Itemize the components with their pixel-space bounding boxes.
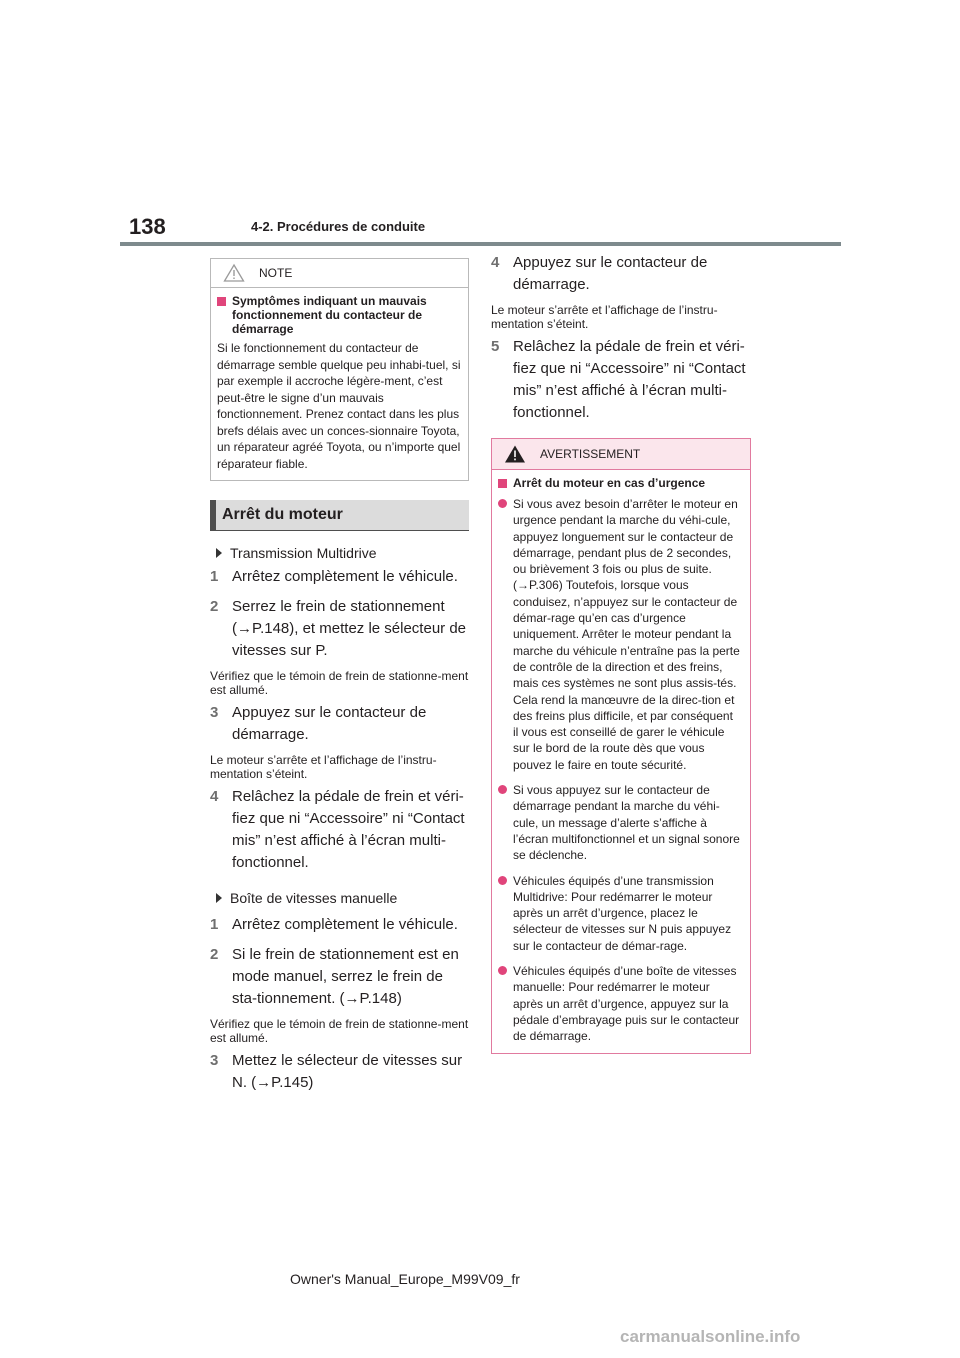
section-title: 4-2. Procédures de conduite	[251, 219, 426, 234]
bullet-dot-icon	[498, 966, 507, 975]
multidrive-title: Transmission Multidrive	[210, 545, 469, 561]
step-note: Le moteur s’arrête et l’affichage de l’instru-mentation s’éteint.	[210, 753, 437, 781]
warning-subheading: Arrêt du moteur en cas d’urgence	[498, 476, 744, 490]
warning-triangle-icon	[504, 444, 526, 464]
step-note: Le moteur s’arrête et l’affichage de l’instru-mentation s’éteint.	[491, 303, 718, 331]
step-note: Vérifiez que le témoin de frein de stationne-ment est allumé.	[210, 669, 469, 697]
section-heading: Arrêt du moteur	[210, 500, 469, 531]
caution-outline-icon	[223, 263, 245, 283]
bullet-dot-icon	[498, 785, 507, 794]
triangle-bullet-icon	[216, 548, 222, 558]
warning-box	[491, 438, 751, 1054]
triangle-bullet-icon	[216, 893, 222, 903]
footer-text: Owner's Manual_Europe_M99V09_fr	[290, 1271, 520, 1287]
note-label: NOTE	[259, 266, 293, 280]
step-note: Vérifiez que le témoin de frein de stationne-ment est allumé.	[210, 1017, 469, 1045]
step: 3 Mettez le sélecteur de vitesses sur N. (→P.145)	[210, 1052, 463, 1091]
warning-item: Si vous avez besoin d’arrêter le moteur en urgence pendant la marche du véhi-cule, appuyez longuement sur le contacteur de démarrage, pendant plus de 2 secondes, ou brièvement 3 fois ou plus de suite. (→P.306) Toutefois, lorsque vous conduisez, n’appuyez sur le contacteur de démar-rage qu’en cas d’urgence uniquement. Arrêter le moteur pendant la marche du véhicule n’entraîne pas la perte de contrôle de la direction et des freins, mais ces systèmes ne sont plus assis-tés. Cela rend la manœuvre de la direc-tion et des freins plus difficile, et par conséquent il vous est conseillé de garer le véhicule sur le bord de la route dès que vous pouvez le faire en toute sécurité.	[498, 496, 744, 773]
step: 1 Arrêtez complètement le véhicule.	[210, 568, 458, 585]
bullet-dot-icon	[498, 499, 507, 508]
header-rule	[120, 242, 841, 246]
step: 4 Appuyez sur le contacteur de démarrage.	[491, 254, 708, 293]
manual-title: Boîte de vitesses manuelle	[210, 890, 469, 906]
warning-item: Véhicules équipés d’une boîte de vitesses manuelle: Pour redémarrer le moteur après un arrêt d’urgence, appuyez sur la pédale d’embrayage puis sur le contacteur de démarrage.	[498, 963, 744, 1044]
note-subheading: Symptômes indiquant un mauvais fonctionnement du contacteur de démarrage	[217, 294, 462, 336]
step: 2 Serrez le frein de stationnement (→P.148), et mettez le sélecteur de vitesses sur P.	[210, 598, 467, 659]
square-bullet-icon	[217, 297, 226, 306]
step: 1 Arrêtez complètement le véhicule.	[210, 916, 458, 933]
warning-item: Véhicules équipés d’une transmission Multidrive: Pour redémarrer le moteur après un arrêt d’urgence, placez le sélecteur de vitesses sur N puis appuyez sur le contacteur de démar-rage.	[498, 873, 744, 954]
step: 2 Si le frein de stationnement est en mode manuel, serrez le frein de sta-tionnement. (→P.148)	[210, 946, 459, 1007]
step: 4 Relâchez la pédale de frein et véri-fiez que ni “Accessoire” ni “Contact mis” n’est affiché à l’écran multi-fonctionnel.	[210, 788, 465, 871]
step: 3 Appuyez sur le contacteur de démarrage.	[210, 704, 427, 743]
watermark: carmanualsonline.info	[620, 1327, 801, 1346]
step: 5 Relâchez la pédale de frein et véri-fiez que ni “Accessoire” ni “Contact mis” n’est affiché à l’écran multi-fonctionnel.	[491, 338, 746, 421]
warning-item: Si vous appuyez sur le contacteur de démarrage pendant la marche du véhi-cule, un message d’alerte s’affiche à l’écran multifonctionnel et un signal sonore se déclenche.	[498, 782, 744, 863]
note-box	[210, 258, 469, 481]
page-number: 138	[129, 214, 166, 239]
right-column	[491, 252, 751, 1054]
warning-header	[492, 439, 750, 470]
bullet-dot-icon	[498, 876, 507, 885]
warning-label: AVERTISSEMENT	[540, 447, 641, 461]
left-column	[210, 258, 469, 1094]
square-bullet-icon	[498, 479, 507, 488]
note-header	[211, 259, 468, 288]
note-body: Si le fonctionnement du contacteur de démarrage semble quelque peu inhabi-tuel, si par exemple il accroche légère-ment, c’est peut-être le signe d’un mauvais fonctionnement. Prenez contact dans les plus brefs délais avec un conces-sionnaire Toyota, un réparateur agréé Toyota, ou n’importe quel réparateur fiable.	[217, 341, 461, 471]
